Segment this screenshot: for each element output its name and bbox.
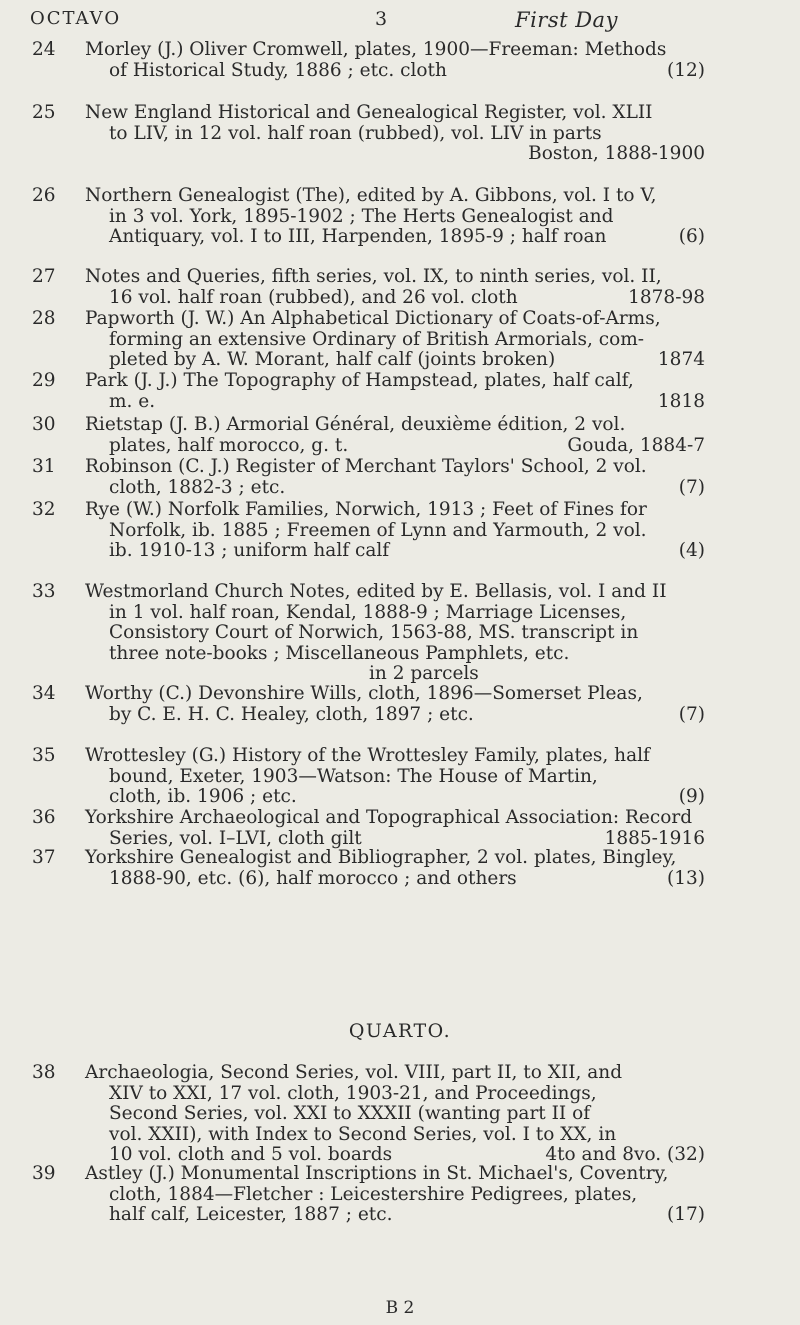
lot-line bbox=[85, 1205, 705, 1226]
lot-line-text: Yorkshire Archaeological and Topographical Association: Record bbox=[85, 807, 693, 828]
lot-line bbox=[85, 1063, 705, 1084]
lot-date-or-count: (9) bbox=[678, 786, 705, 807]
lot-description bbox=[85, 746, 705, 808]
lot-line-text: Astley (J.) Monumental Inscriptions in St. Michael's, Coventry, bbox=[85, 1163, 669, 1184]
lot-line bbox=[85, 415, 705, 436]
lot-line-text: in 1 vol. half roan, Kendal, 1888-9 ; Marriage Licenses, bbox=[109, 601, 627, 623]
lot-number: 24 bbox=[32, 39, 56, 60]
lot-line-text: Rye (W.) Norfolk Families, Norwich, 1913 ; Feet of Fines for bbox=[85, 499, 647, 520]
lot-line bbox=[85, 664, 705, 685]
lot-date-or-count: Boston, 1888-1900 bbox=[528, 143, 705, 164]
lot-line bbox=[85, 582, 705, 603]
lot-line-text: Worthy (C.) Devonshire Wills, cloth, 1896—Somerset Pleas, bbox=[85, 683, 643, 704]
lot-line bbox=[85, 478, 705, 499]
lot-line-text: in 3 vol. York, 1895-1902 ; The Herts Genealogist and bbox=[109, 205, 614, 227]
lot-line-text: vol. XXII), with Index to Second Series, vol. I to XX, in bbox=[109, 1123, 617, 1145]
lot-line-text: Wrottesley (G.) History of the Wrottesley Family, plates, half bbox=[85, 745, 650, 766]
lot-date-or-count: (12) bbox=[667, 59, 705, 81]
lot-line bbox=[85, 330, 705, 351]
lot-line bbox=[85, 144, 705, 165]
lot-date-or-count: Gouda, 1884-7 bbox=[567, 434, 705, 456]
lot-line bbox=[85, 227, 705, 248]
lot-line-text: New England Historical and Genealogical Register, vol. XLII bbox=[85, 102, 653, 123]
lot-line-text: XIV to XXI, 17 vol. cloth, 1903-21, and Proceedings, bbox=[109, 1082, 597, 1104]
lot-line-text: Morley (J.) Oliver Cromwell, plates, 1900—Freeman: Methods bbox=[85, 39, 667, 60]
lot-line bbox=[85, 500, 705, 521]
lot-line bbox=[85, 1185, 705, 1206]
lot-line-text: Series, vol. I–LVI, cloth gilt bbox=[109, 827, 362, 849]
section-heading: QUARTO. bbox=[348, 1020, 452, 1042]
lot-line bbox=[85, 869, 705, 890]
lot-line bbox=[85, 309, 705, 330]
lot-line bbox=[85, 746, 705, 767]
lot-line-text: Northern Genealogist (The), edited by A. Gibbons, vol. I to V, bbox=[85, 185, 657, 206]
lot-date-or-count: (4) bbox=[678, 540, 705, 561]
lot-number: 32 bbox=[32, 499, 56, 520]
lot-date-or-count: 1874 bbox=[657, 349, 705, 370]
lot-date-or-count: (13) bbox=[667, 867, 705, 889]
lot-number: 28 bbox=[32, 308, 56, 329]
lot-line bbox=[85, 124, 705, 145]
lot-description bbox=[85, 684, 705, 725]
lot-number: 25 bbox=[32, 102, 56, 123]
lot-line-text: Robinson (C. J.) Register of Merchant Taylors' School, 2 vol. bbox=[85, 456, 647, 477]
lot-line-text: half calf, Leicester, 1887 ; etc. bbox=[109, 1204, 393, 1225]
lot-line bbox=[85, 61, 705, 82]
lot-line-text: m. e. bbox=[109, 390, 156, 412]
lot-description bbox=[85, 582, 705, 685]
lot-line bbox=[85, 808, 705, 829]
lot-line bbox=[85, 1104, 705, 1125]
lot-line-text: Consistory Court of Norwich, 1563-88, MS. transcript in bbox=[109, 622, 639, 643]
lot-line-text: 10 vol. cloth and 5 vol. boards bbox=[109, 1144, 393, 1165]
lot-line bbox=[85, 829, 705, 850]
lot-line-text: Papworth (J. W.) An Alphabetical Dictionary of Coats-of-Arms, bbox=[85, 308, 661, 329]
lot-number: 39 bbox=[32, 1163, 56, 1184]
lot-description bbox=[85, 457, 705, 498]
lot-line-text: ib. 1910-13 ; uniform half calf bbox=[109, 540, 390, 561]
lot-line bbox=[85, 521, 705, 542]
lot-line bbox=[85, 644, 705, 665]
lot-line bbox=[85, 767, 705, 788]
lot-line bbox=[85, 392, 705, 413]
lot-line bbox=[85, 1125, 705, 1146]
lot-line-text: 1888-90, etc. (6), half morocco ; and others bbox=[109, 867, 517, 889]
lot-number: 37 bbox=[32, 847, 56, 868]
lot-description bbox=[85, 415, 705, 456]
lot-line bbox=[85, 207, 705, 228]
lot-line-text: to LIV, in 12 vol. half roan (rubbed), vol. LIV in parts bbox=[109, 122, 602, 144]
lot-line bbox=[85, 350, 705, 371]
lot-line bbox=[85, 40, 705, 61]
lot-line bbox=[85, 1164, 705, 1185]
lot-line-text: plates, half morocco, g. t. bbox=[109, 434, 349, 456]
lot-date-or-count: 4to and 8vo. (32) bbox=[545, 1144, 705, 1165]
lot-line bbox=[85, 103, 705, 124]
lot-description bbox=[85, 103, 705, 165]
lot-line bbox=[85, 186, 705, 207]
lot-number: 35 bbox=[32, 745, 56, 766]
lot-line bbox=[85, 267, 705, 288]
lot-line-text: Westmorland Church Notes, edited by E. Bellasis, vol. I and II bbox=[85, 581, 667, 602]
signature-mark: B 2 bbox=[385, 1298, 415, 1318]
lot-number: 36 bbox=[32, 807, 56, 828]
lot-line bbox=[85, 541, 705, 562]
lot-description bbox=[85, 500, 705, 562]
lot-line-text: Antiquary, vol. I to III, Harpenden, 1895-9 ; half roan bbox=[109, 226, 607, 247]
lot-description bbox=[85, 309, 705, 371]
lot-line-text: cloth, 1882-3 ; etc. bbox=[109, 476, 286, 498]
lot-date-or-count: (6) bbox=[678, 226, 705, 247]
lot-description bbox=[85, 267, 705, 308]
lot-number: 26 bbox=[32, 185, 56, 206]
lot-date-or-count: 1885-1916 bbox=[604, 827, 705, 849]
lot-line-text: Rietstap (J. B.) Armorial Général, deuxième édition, 2 vol. bbox=[85, 414, 626, 435]
page-header bbox=[30, 8, 770, 38]
lot-line bbox=[85, 705, 705, 726]
lot-number: 29 bbox=[32, 370, 56, 391]
lot-description bbox=[85, 848, 705, 889]
lot-line bbox=[85, 371, 705, 392]
lot-line-text: bound, Exeter, 1903—Watson: The House of Martin, bbox=[109, 765, 598, 787]
lot-description bbox=[85, 371, 705, 412]
lot-number: 30 bbox=[32, 414, 56, 435]
lot-line bbox=[85, 457, 705, 478]
lot-description bbox=[85, 808, 705, 849]
lot-line-text: in 2 parcels bbox=[369, 663, 479, 684]
lot-number: 27 bbox=[32, 266, 56, 287]
lot-number: 34 bbox=[32, 683, 56, 704]
lot-line-text: by C. E. H. C. Healey, cloth, 1897 ; etc. bbox=[109, 703, 474, 725]
lot-line-text: Notes and Queries, fifth series, vol. IX, to ninth series, vol. II, bbox=[85, 266, 662, 287]
lot-line bbox=[85, 603, 705, 624]
header-format: OCTAVO bbox=[30, 8, 122, 29]
lot-number: 38 bbox=[32, 1062, 56, 1083]
lot-date-or-count: (7) bbox=[678, 476, 705, 498]
lot-date-or-count: (7) bbox=[678, 703, 705, 725]
page-number: 3 bbox=[375, 8, 388, 30]
lot-line-text: Yorkshire Genealogist and Bibliographer, 2 vol. plates, Bingley, bbox=[85, 847, 677, 868]
lot-line-text: Park (J. J.) The Topography of Hampstead, plates, half calf, bbox=[85, 370, 634, 391]
lot-number: 33 bbox=[32, 581, 56, 602]
lot-date-or-count: (17) bbox=[667, 1204, 705, 1225]
lot-line bbox=[85, 623, 705, 644]
lot-line-text: pleted by A. W. Morant, half calf (joints broken) bbox=[109, 349, 556, 370]
lot-line-text: Archaeologia, Second Series, vol. VIII, part II, to XII, and bbox=[85, 1062, 623, 1083]
lot-line bbox=[85, 848, 705, 869]
lot-line-text: forming an extensive Ordinary of British Armorials, com- bbox=[109, 328, 645, 350]
lot-description bbox=[85, 1164, 705, 1226]
lot-date-or-count: 1878-98 bbox=[628, 286, 705, 308]
lot-number: 31 bbox=[32, 456, 56, 477]
lot-line-text: three note-books ; Miscellaneous Pamphlets, etc. bbox=[109, 642, 570, 664]
lot-description bbox=[85, 40, 705, 81]
lot-line-text: of Historical Study, 1886 ; etc. cloth bbox=[109, 59, 447, 81]
lot-line-text: cloth, 1884—Fletcher : Leicestershire Pedigrees, plates, bbox=[109, 1183, 638, 1205]
lot-date-or-count: 1818 bbox=[657, 390, 705, 412]
lot-line bbox=[85, 1084, 705, 1105]
lot-line bbox=[85, 436, 705, 457]
lot-line-text: Second Series, vol. XXI to XXXII (wanting part II of bbox=[109, 1103, 591, 1124]
header-day: First Day bbox=[515, 8, 618, 32]
lot-description bbox=[85, 186, 705, 248]
lot-line bbox=[85, 288, 705, 309]
lot-line-text: cloth, ib. 1906 ; etc. bbox=[109, 786, 297, 807]
lot-line bbox=[85, 787, 705, 808]
lot-line-text: Norfolk, ib. 1885 ; Freemen of Lynn and Yarmouth, 2 vol. bbox=[109, 519, 647, 541]
lot-description bbox=[85, 1063, 705, 1166]
lot-line bbox=[85, 684, 705, 705]
lot-line-text: 16 vol. half roan (rubbed), and 26 vol. cloth bbox=[109, 286, 518, 308]
